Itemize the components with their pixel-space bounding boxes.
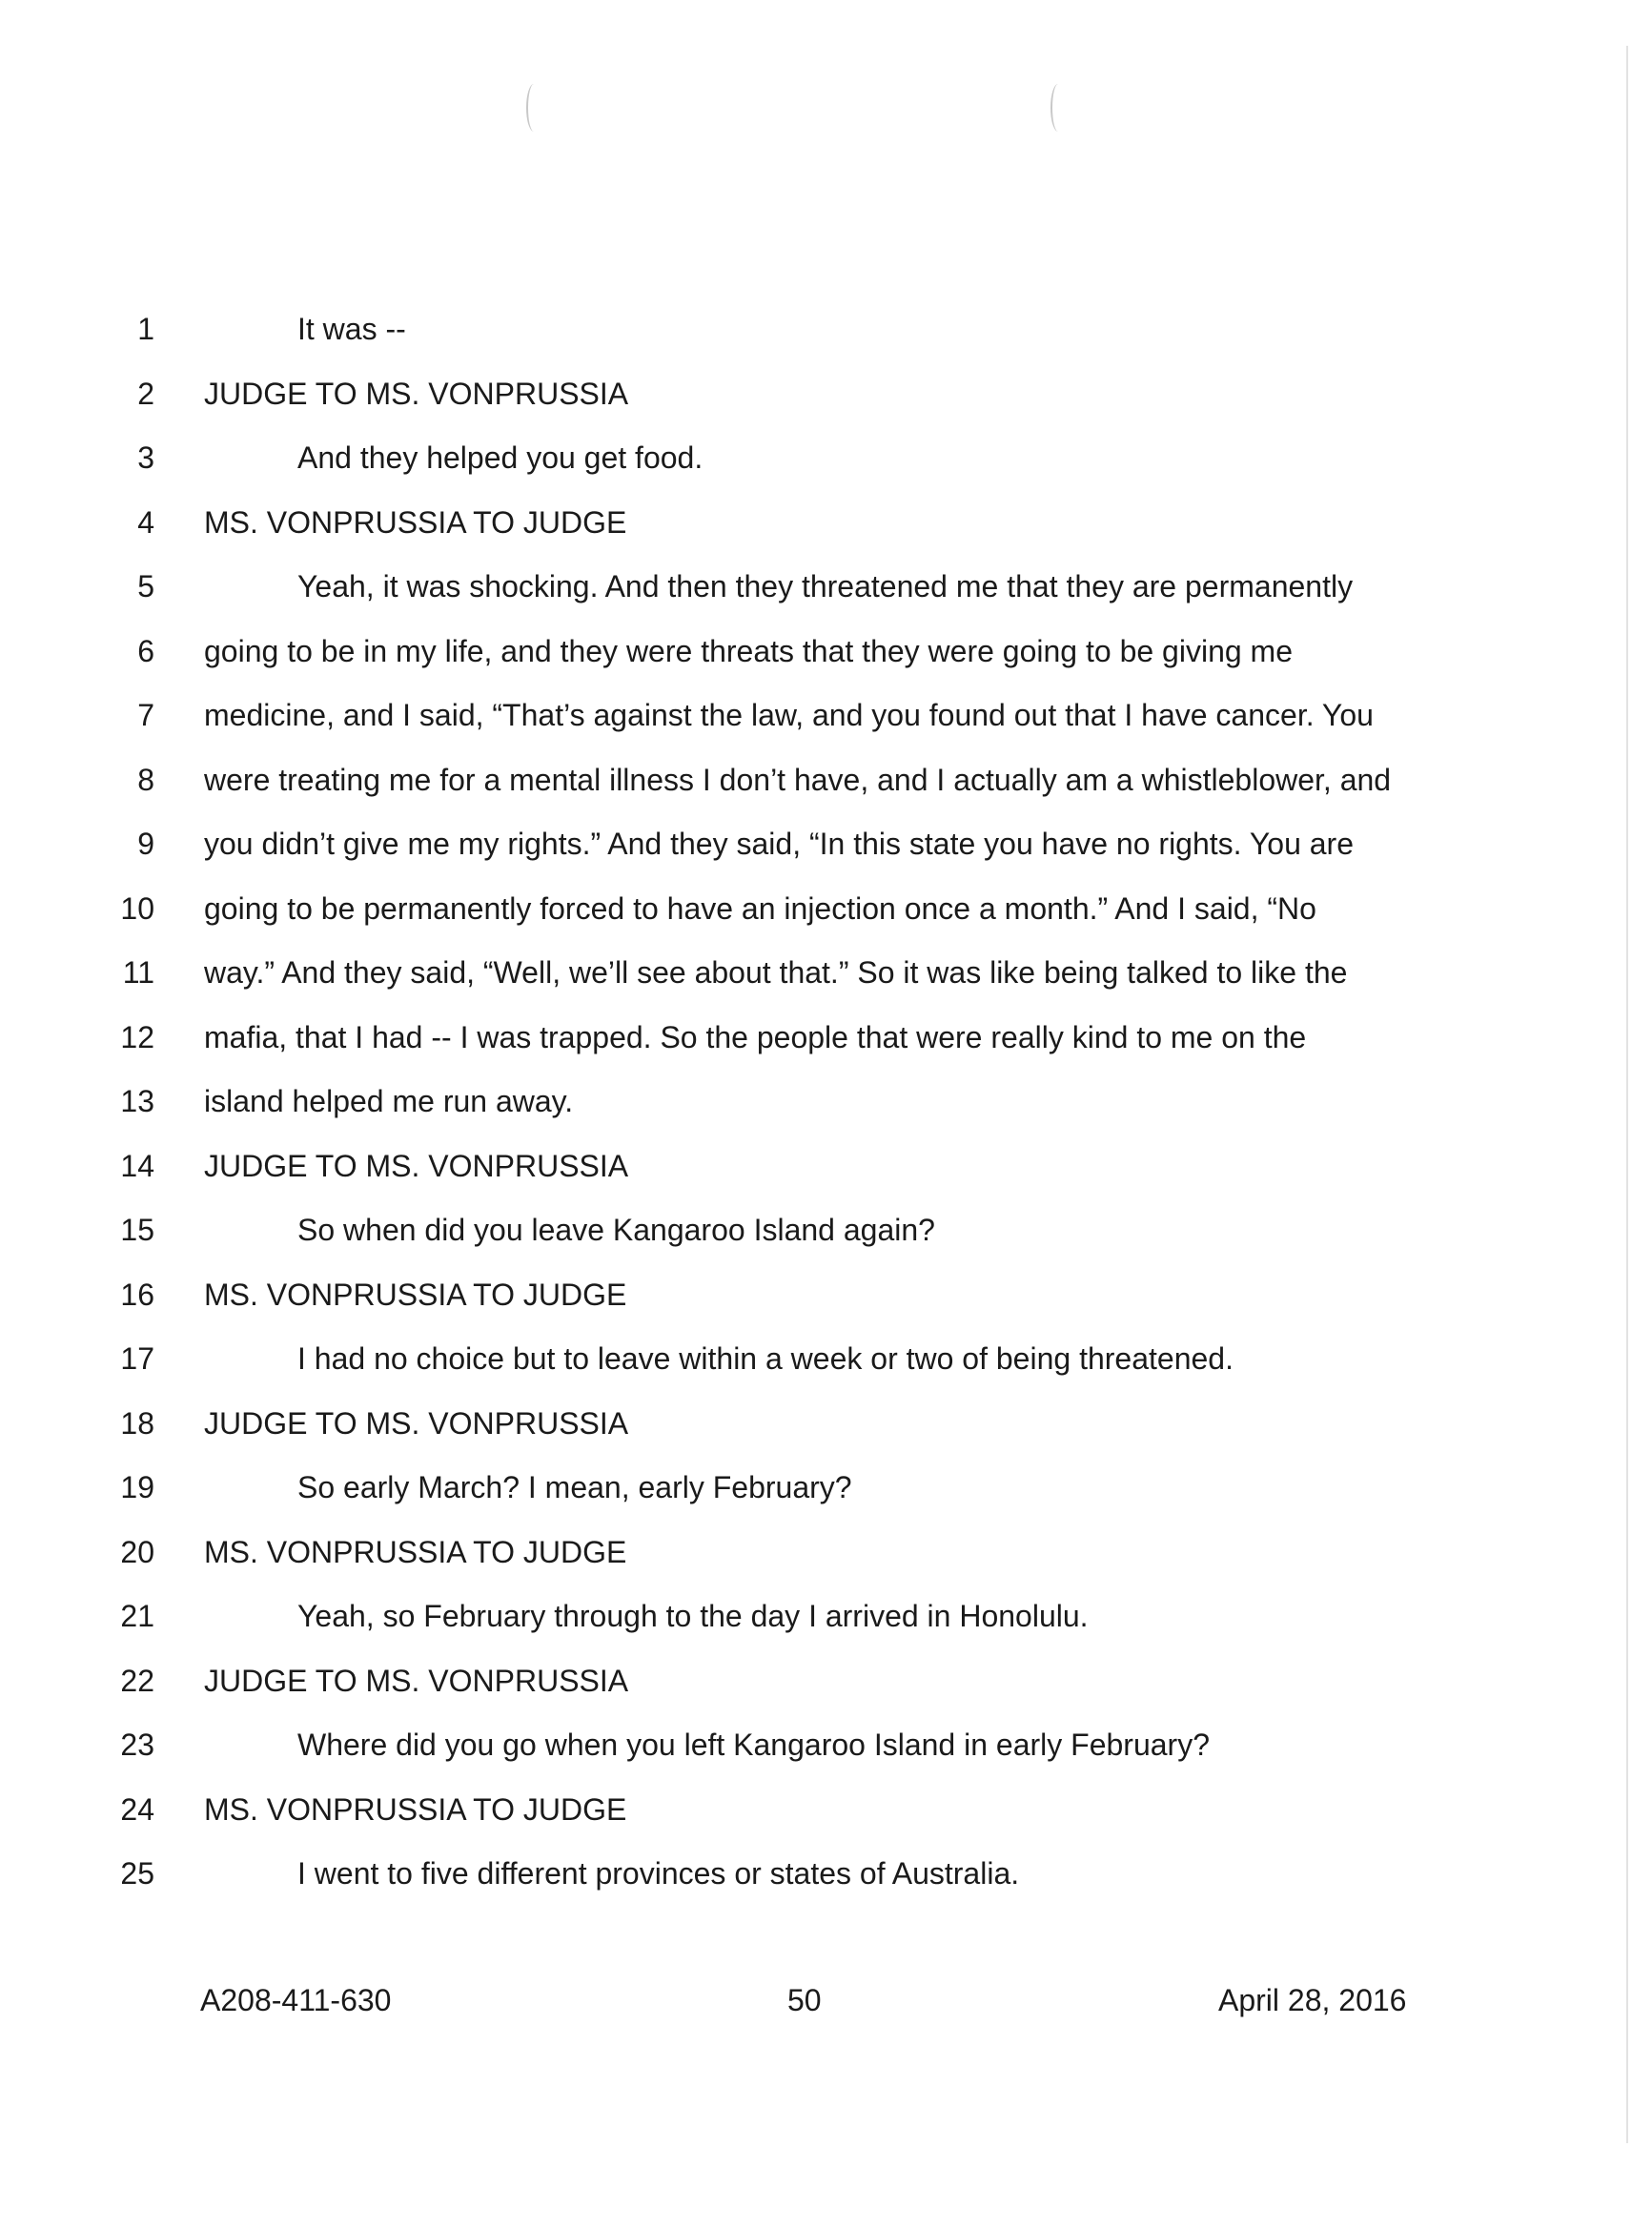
scan-hole-mark	[526, 84, 541, 132]
line-number: 16	[120, 1278, 154, 1312]
line-number: 24	[120, 1792, 154, 1827]
transcript-line	[0, 949, 1621, 996]
line-text: I went to five different provinces or states of Australia.	[297, 1856, 1020, 1891]
speaker-label: JUDGE TO MS. VONPRUSSIA	[204, 377, 629, 411]
transcript-line	[0, 434, 1621, 481]
speaker-label: JUDGE TO MS. VONPRUSSIA	[204, 1406, 629, 1441]
line-text: going to be permanently forced to have an injection once a month.” And I said, “No	[204, 891, 1316, 926]
transcript-line	[0, 1786, 1621, 1833]
transcript-line	[0, 1721, 1621, 1769]
line-number: 2	[137, 377, 154, 411]
transcript-line	[0, 627, 1621, 675]
page-number: 50	[787, 1983, 822, 2017]
line-text: Where did you go when you left Kangaroo Island in early February?	[297, 1728, 1210, 1762]
speaker-label: MS. VONPRUSSIA TO JUDGE	[204, 1278, 627, 1312]
line-number: 15	[120, 1213, 154, 1247]
page-edge-line	[1626, 46, 1628, 2143]
line-number: 6	[137, 634, 154, 668]
transcript-line	[0, 1528, 1621, 1576]
transcript-line	[0, 756, 1621, 804]
line-text: I had no choice but to leave within a week or two of being threatened.	[297, 1341, 1234, 1376]
transcript-line	[0, 691, 1621, 739]
transcript-line	[0, 1335, 1621, 1382]
line-text: mafia, that I had -- I was trapped. So the people that were really kind to me on the	[204, 1020, 1307, 1054]
line-number: 25	[120, 1856, 154, 1891]
line-text: So when did you leave Kangaroo Island again?	[297, 1213, 935, 1247]
transcript-line	[0, 1077, 1621, 1125]
line-number: 18	[120, 1406, 154, 1441]
transcript-date: April 28, 2016	[1218, 1983, 1407, 2017]
transcript-line	[0, 562, 1621, 610]
transcript-line	[0, 499, 1621, 546]
line-number: 10	[120, 891, 154, 926]
line-number: 7	[137, 698, 154, 732]
line-text: you didn’t give me my rights.” And they said, “In this state you have no rights. You are	[204, 827, 1354, 861]
line-text: way.” And they said, “Well, we’ll see about that.” So it was like being talked to like the	[204, 955, 1348, 990]
speaker-label: JUDGE TO MS. VONPRUSSIA	[204, 1149, 629, 1183]
line-text: island helped me run away.	[204, 1084, 574, 1118]
transcript-line	[0, 1850, 1621, 1897]
line-number: 3	[137, 440, 154, 475]
speaker-label: MS. VONPRUSSIA TO JUDGE	[204, 1792, 627, 1827]
line-text: Yeah, it was shocking. And then they threatened me that they are permanently	[297, 569, 1354, 603]
transcript-line	[0, 1592, 1621, 1640]
line-text: It was --	[297, 312, 406, 346]
scan-hole-mark	[1050, 84, 1066, 132]
line-text: going to be in my life, and they were threats that they were going to be giving me	[204, 634, 1293, 668]
speaker-label: MS. VONPRUSSIA TO JUDGE	[204, 505, 627, 540]
transcript-line	[0, 305, 1621, 353]
line-text: Yeah, so February through to the day I arrived in Honolulu.	[297, 1599, 1089, 1633]
transcript-line	[0, 885, 1621, 932]
case-number: A208-411-630	[200, 1983, 392, 2017]
line-text: And they helped you get food.	[297, 440, 704, 475]
line-text: So early March? I mean, early February?	[297, 1470, 852, 1504]
transcript-line	[0, 1206, 1621, 1254]
line-number: 9	[137, 827, 154, 861]
transcript-line	[0, 1142, 1621, 1190]
line-text: were treating me for a mental illness I don’t have, and I actually am a whistleblower, and	[204, 763, 1392, 797]
line-text: medicine, and I said, “That’s against the law, and you found out that I have cancer. You	[204, 698, 1374, 732]
transcript-line	[0, 1657, 1621, 1705]
line-number: 23	[120, 1728, 154, 1762]
line-number: 14	[120, 1149, 154, 1183]
line-number: 21	[120, 1599, 154, 1633]
line-number: 17	[120, 1341, 154, 1376]
transcript-line	[0, 1463, 1621, 1511]
transcript-line	[0, 820, 1621, 868]
transcript-line	[0, 1013, 1621, 1061]
line-number: 22	[120, 1664, 154, 1698]
line-number: 20	[120, 1535, 154, 1569]
transcript-line	[0, 1271, 1621, 1319]
line-number: 19	[120, 1470, 154, 1504]
transcript-line	[0, 370, 1621, 418]
line-number: 8	[137, 763, 154, 797]
line-number: 13	[120, 1084, 154, 1118]
speaker-label: JUDGE TO MS. VONPRUSSIA	[204, 1664, 629, 1698]
line-number: 11	[122, 955, 154, 990]
line-number: 4	[137, 505, 154, 540]
speaker-label: MS. VONPRUSSIA TO JUDGE	[204, 1535, 627, 1569]
line-number: 1	[137, 312, 154, 346]
line-number: 12	[120, 1020, 154, 1054]
transcript-line	[0, 1400, 1621, 1447]
line-number: 5	[137, 569, 154, 603]
